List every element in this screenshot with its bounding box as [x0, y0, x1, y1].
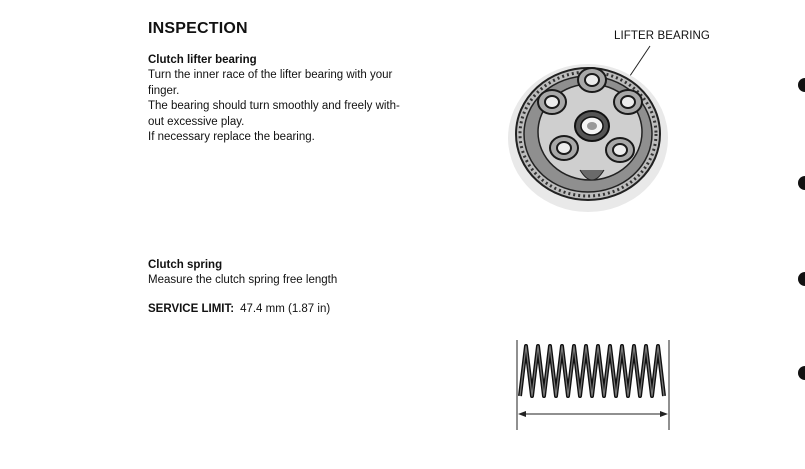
instruction-line: finger. [148, 84, 180, 97]
edge-mark [798, 366, 805, 380]
edge-mark [798, 272, 805, 286]
section-heading: INSPECTION [148, 20, 248, 37]
instruction-line: Turn the inner race of the lifter bearing with your [148, 69, 393, 81]
lifter-bearing-title: Clutch lifter bearing [148, 54, 257, 66]
service-limit-value: 47.4 mm (1.87 in) [240, 303, 331, 315]
instruction-line: If necessary replace the bearing. [148, 131, 315, 143]
clutch-spring-illustration [514, 338, 674, 434]
instruction-line: out excessive play. [148, 115, 245, 128]
clutch-spring-instruction: Measure the clutch spring free length [148, 274, 338, 286]
lifter-bearing-instructions [148, 68, 448, 146]
edge-mark [798, 78, 805, 92]
lifter-bearing-illustration [500, 40, 720, 230]
service-limit-label: SERVICE LIMIT: [148, 303, 235, 315]
edge-mark [798, 176, 805, 190]
clutch-spring-title: Clutch spring [148, 259, 223, 271]
lifter-bearing-callout: LIFTER BEARING [614, 30, 710, 42]
instruction-line: The bearing should turn smoothly and freely with- [148, 100, 400, 112]
service-limit [148, 303, 330, 315]
